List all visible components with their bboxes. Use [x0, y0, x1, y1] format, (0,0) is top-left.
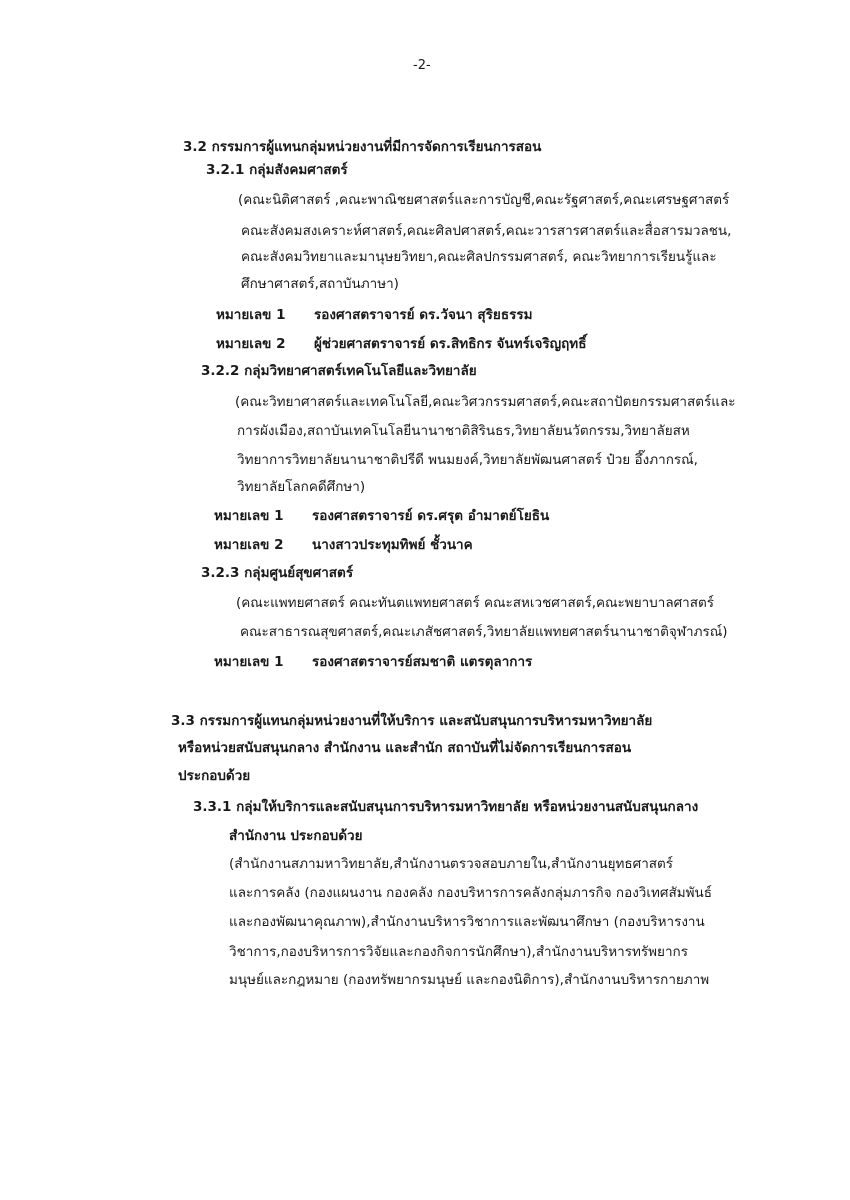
section-3-3-1-desc-line: วิชาการ,กองบริหารการวิจัยและกองกิจการนักศึกษา),สำนักงานบริหารทรัพยากร: [229, 944, 688, 960]
section-3-2-2-desc-line: การผังเมือง,สถาบันเทคโนโลยีนานาชาติสิรินธร,วิทยาลัยนวัตกรรม,วิทยาลัยสห: [237, 423, 690, 439]
section-3-2-2-heading: 3.2.2 กลุ่มวิทยาศาสตร์เทคโนโลยีและวิทยาลัย: [201, 363, 477, 379]
member-name: รองศาสตราจารย์ ดร.ศรุต อำมาตย์โยธิน: [312, 508, 550, 524]
member-row: [216, 334, 586, 354]
section-3-2-1-desc-line: ศึกษาศาสตร์,สถาบันภาษา): [241, 276, 399, 292]
section-3-2-2-desc-line: วิทยาการวิทยาลัยนานาชาติปรีดี พนมยงค์,วิทยาลัยพัฒนศาสตร์ ป๋วย อึ๊งภากรณ์,: [237, 452, 698, 468]
section-3-3-1-desc-line: (สำนักงานสภามหาวิทยาลัย,สำนักงานตรวจสอบภายใน,สำนักงานยุทธศาสตร์: [229, 856, 674, 872]
member-row: [216, 305, 532, 325]
section-3-3-heading-line: ประกอบด้วย: [178, 768, 251, 784]
section-3-3-heading-line: หรือหน่วยสนับสนุนกลาง สำนักงาน และสำนัก สถาบันที่ไม่จัดการเรียนการสอน: [178, 740, 632, 756]
section-3-2-1-desc-line: (คณะนิติศาสตร์ ,คณะพาณิชยศาสตร์และการบัญชี,คณะรัฐศาสตร์,คณะเศรษฐศาสตร์: [238, 192, 730, 208]
member-name: รองศาสตราจารย์ ดร.วัจนา สุริยธรรม: [314, 307, 533, 323]
section-3-2-2-desc-line: วิทยาลัยโลกคดีศึกษา): [237, 479, 366, 495]
section-3-3-1-desc-line: และการคลัง (กองแผนงาน กองคลัง กองบริหารการคลังกลุ่มภารกิจ กองวิเทศสัมพันธ์: [229, 885, 712, 901]
section-3-3-heading-line: 3.3 กรรมการผู้แทนกลุ่มหน่วยงานที่ให้บริการ และสนับสนุนการบริหารมหาวิทยาลัย: [171, 713, 653, 729]
member-label: หมายเลข 1: [216, 307, 286, 323]
section-3-2-3-heading: 3.2.3 กลุ่มศูนย์สุขศาสตร์: [201, 565, 354, 581]
section-3-2-1-desc-line: คณะสังคมสงเคราะห์ศาสตร์,คณะศิลปศาสตร์,คณะวารสารศาสตร์และสื่อสารมวลชน,: [241, 223, 732, 239]
member-name: รองศาสตราจารย์สมชาติ แตรตุลาการ: [312, 654, 533, 670]
member-row: [214, 652, 532, 672]
member-row: [214, 535, 473, 555]
member-label: หมายเลข 1: [214, 654, 284, 670]
section-3-3-1-desc-line: และกองพัฒนาคุณภาพ),สำนักงานบริหารวิชาการและพัฒนาศึกษา (กองบริหารงาน: [229, 914, 705, 930]
section-3-3-1-heading-line: 3.3.1 กลุ่มให้บริการและสนับสนุนการบริหารมหาวิทยาลัย หรือหน่วยงานสนับสนุนกลาง: [193, 799, 699, 815]
section-3-2-heading: 3.2 กรรมการผู้แทนกลุ่มหน่วยงานที่มีการจัดการเรียนการสอน: [183, 139, 542, 155]
member-row: [214, 506, 549, 526]
page-number: -2-: [413, 58, 431, 73]
member-name: นางสาวประทุมทิพย์ ชั้วนาค: [312, 537, 473, 553]
member-label: หมายเลข 1: [214, 508, 284, 524]
member-label: หมายเลข 2: [216, 336, 286, 352]
member-name: ผู้ช่วยศาสตราจารย์ ดร.สิทธิกร จันทร์เจริญฤทธิ์: [314, 336, 587, 352]
section-3-2-3-desc-line: (คณะแพทยศาสตร์ คณะทันตแพทยศาสตร์ คณะสหเวชศาสตร์,คณะพยาบาลศาสตร์: [236, 595, 715, 611]
section-3-2-1-desc-line: คณะสังคมวิทยาและมานุษยวิทยา,คณะศิลปกรรมศาสตร์, คณะวิทยาการเรียนรู้และ: [241, 249, 717, 265]
section-3-2-3-desc-line: คณะสาธารณสุขศาสตร์,คณะเภสัชศาสตร์,วิทยาลัยแพทยศาสตร์นานาชาติจุฬาภรณ์): [240, 624, 728, 640]
member-label: หมายเลข 2: [214, 537, 284, 553]
section-3-2-2-desc-line: (คณะวิทยาศาสตร์และเทคโนโลยี,คณะวิศวกรรมศาสตร์,คณะสถาปัตยกรรมศาสตร์และ: [235, 394, 736, 410]
section-3-2-1-heading: 3.2.1 กลุ่มสังคมศาสตร์: [206, 162, 348, 178]
section-3-3-1-heading-line: สำนักงาน ประกอบด้วย: [229, 828, 363, 844]
section-3-3-1-desc-line: มนุษย์และกฎหมาย (กองทรัพยากรมนุษย์ และกองนิติการ),สำนักงานบริหารกายภาพ: [229, 972, 710, 988]
